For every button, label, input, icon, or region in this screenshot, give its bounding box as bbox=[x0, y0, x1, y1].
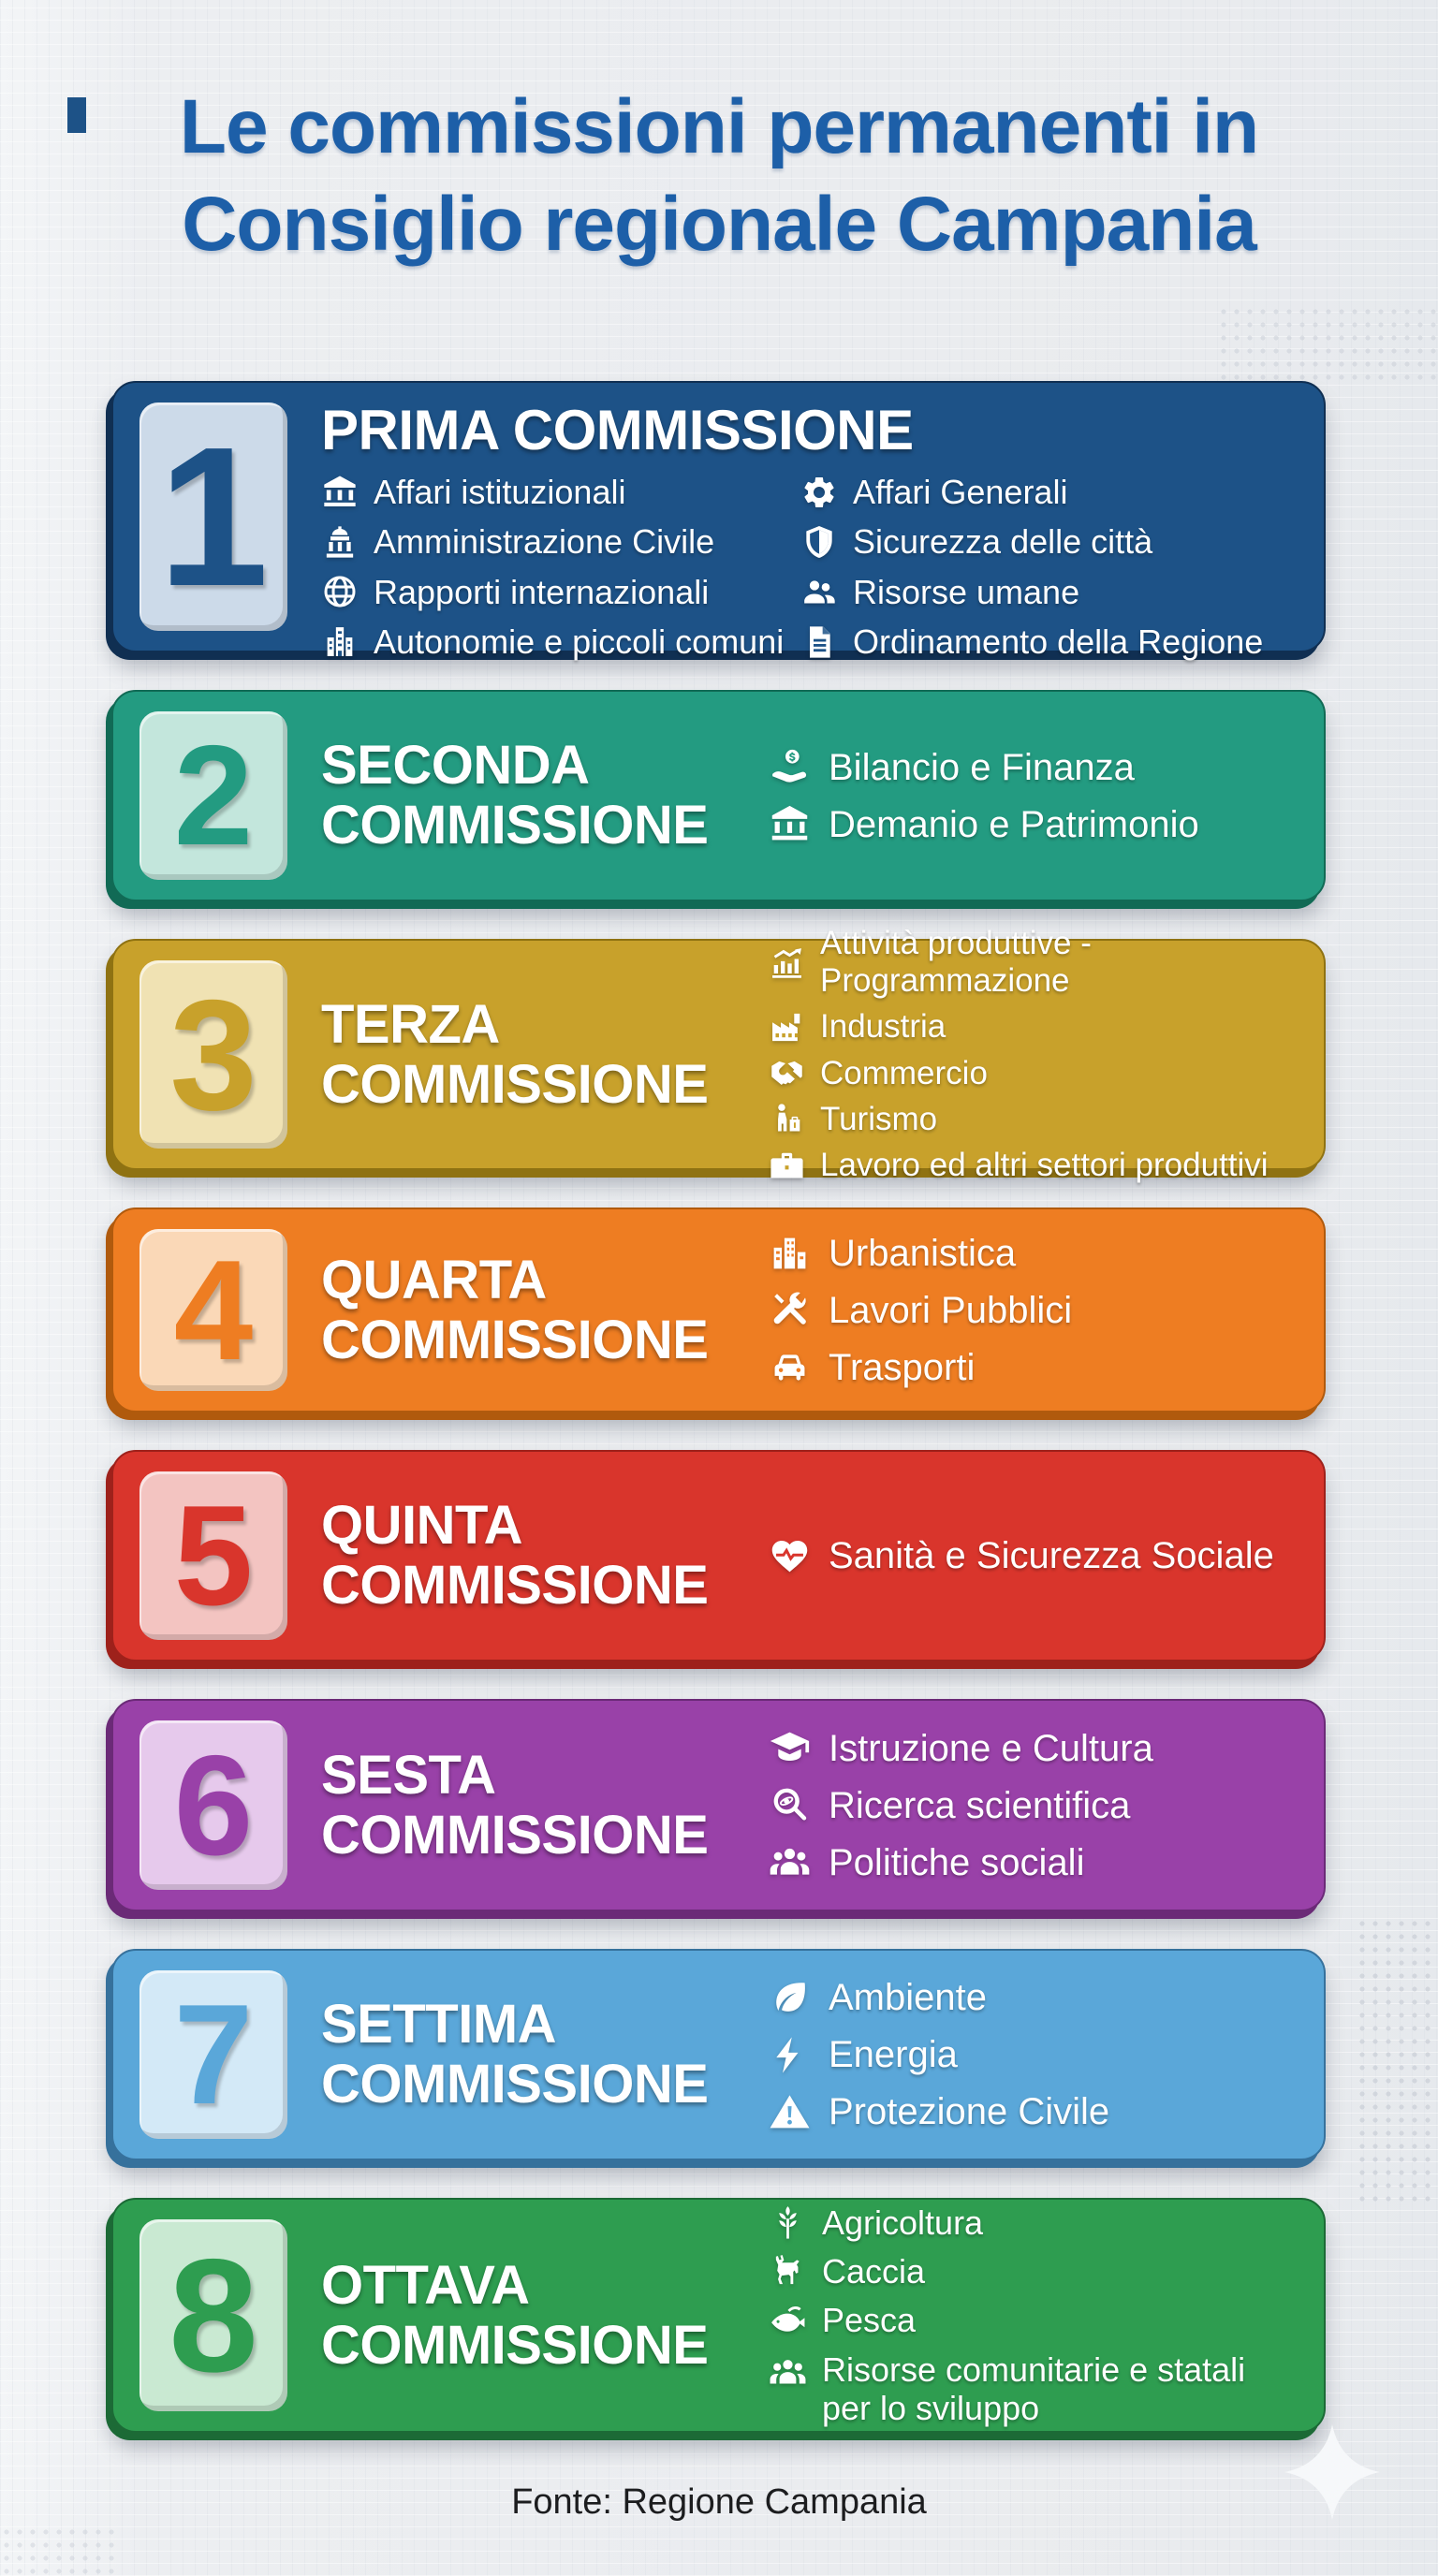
topic-label: Agricoltura bbox=[822, 2203, 984, 2242]
topic-label: Bilancio e Finanza bbox=[829, 746, 1135, 788]
shield-icon bbox=[800, 523, 838, 561]
commission-topic bbox=[800, 473, 1263, 511]
chart-growth-icon bbox=[769, 944, 805, 981]
source-note: Fonte: Regione Campania bbox=[511, 2482, 927, 2522]
topic-label: Lavori Pubblici bbox=[829, 1289, 1073, 1331]
topic-label: Rapporti internazionali bbox=[374, 572, 710, 611]
commission-topic bbox=[769, 1055, 1299, 1092]
topic-label: Industria bbox=[820, 1008, 946, 1046]
topic-label: Turismo bbox=[820, 1100, 938, 1137]
commission-topic bbox=[800, 522, 1263, 561]
card-number: 1 bbox=[158, 405, 269, 627]
card-number: 3 bbox=[169, 966, 257, 1143]
card-number-badge bbox=[139, 960, 287, 1149]
commission-card-6 bbox=[111, 1699, 1326, 1911]
topic-label: Ambiente bbox=[829, 1977, 987, 2018]
card-title: SESTA COMMISSIONE bbox=[321, 1744, 709, 1866]
commission-topic bbox=[769, 2033, 1109, 2076]
card-number: 2 bbox=[173, 716, 254, 875]
people-group-icon bbox=[769, 1841, 811, 1883]
commission-topic bbox=[769, 1534, 1274, 1577]
commission-topic bbox=[769, 2301, 1293, 2339]
topic-label: Sicurezza delle città bbox=[853, 522, 1153, 562]
topic-label: Demanio e Patrimonio bbox=[829, 803, 1199, 845]
sparkle-icon bbox=[1284, 2424, 1380, 2520]
factory-icon bbox=[769, 1009, 805, 1046]
commission-topic bbox=[321, 473, 800, 511]
commission-topic bbox=[769, 1232, 1072, 1275]
research-lens-icon bbox=[769, 1784, 811, 1826]
hand-coin-icon bbox=[769, 746, 811, 788]
card-title: SETTIMA COMMISSIONE bbox=[321, 1994, 709, 2115]
commission-card-3 bbox=[111, 924, 1326, 1183]
commission-topic bbox=[769, 1346, 1072, 1389]
people-group-icon bbox=[769, 2353, 807, 2392]
card-number-badge bbox=[139, 711, 287, 880]
corner-mark bbox=[67, 97, 86, 133]
card-number-badge bbox=[139, 2219, 287, 2411]
topic-label: Ricerca scientifica bbox=[829, 1784, 1131, 1826]
commission-topic bbox=[769, 1101, 1299, 1138]
commission-topic bbox=[769, 1841, 1153, 1884]
card-number-badge bbox=[139, 402, 287, 631]
commission-topic bbox=[321, 573, 800, 611]
topic-label: Lavoro ed altri settori produttivi bbox=[820, 1147, 1269, 1183]
deer-icon bbox=[769, 2252, 807, 2291]
topic-label: Energia bbox=[829, 2034, 958, 2075]
commission-topic bbox=[769, 1008, 1299, 1046]
commission-topic bbox=[769, 2252, 1293, 2291]
topic-label: Urbanistica bbox=[829, 1232, 1017, 1274]
commission-card-4 bbox=[111, 1208, 1326, 1412]
briefcase-icon bbox=[769, 1148, 805, 1184]
commission-topic bbox=[769, 803, 1199, 846]
card-number: 5 bbox=[173, 1476, 254, 1635]
card-number: 6 bbox=[173, 1725, 254, 1885]
page-title-line2: Consiglio regionale Campania bbox=[182, 182, 1256, 268]
lightning-bolt-icon bbox=[769, 2034, 811, 2076]
leaf-icon bbox=[769, 1977, 811, 2019]
document-icon bbox=[800, 623, 838, 661]
page-title bbox=[37, 79, 1401, 273]
commission-card-7 bbox=[111, 1949, 1326, 2160]
card-title: QUARTA COMMISSIONE bbox=[321, 1249, 709, 1370]
halftone-pattern bbox=[1217, 305, 1438, 384]
commission-topic bbox=[769, 1289, 1072, 1332]
card-number-badge bbox=[139, 1970, 287, 2139]
card-title: SECONDA COMMISSIONE bbox=[321, 735, 709, 856]
halftone-pattern bbox=[0, 2525, 122, 2576]
commission-topic bbox=[800, 573, 1263, 611]
topic-label: Risorse umane bbox=[853, 572, 1080, 611]
handshake-icon bbox=[769, 1055, 805, 1091]
users-icon bbox=[800, 573, 838, 610]
graduation-cap-icon bbox=[769, 1727, 811, 1769]
card-number-badge bbox=[139, 1229, 287, 1391]
card-number: 8 bbox=[169, 2225, 258, 2406]
commission-topic bbox=[769, 1147, 1299, 1184]
heart-pulse-icon bbox=[769, 1535, 811, 1577]
topic-label: Sanità e Sicurezza Sociale bbox=[829, 1535, 1274, 1576]
commission-topic bbox=[769, 2350, 1293, 2428]
topic-label: Affari istituzionali bbox=[374, 473, 626, 511]
card-title: PRIMA COMMISSIONE bbox=[321, 399, 914, 461]
topic-label: Affari Generali bbox=[853, 473, 1068, 511]
topic-label: Istruzione e Cultura bbox=[829, 1727, 1153, 1769]
landmark-icon bbox=[769, 803, 811, 845]
commission-topic bbox=[321, 622, 800, 661]
commission-card-2 bbox=[111, 690, 1326, 901]
card-title: OTTAVA COMMISSIONE bbox=[321, 2254, 709, 2376]
car-icon bbox=[769, 1346, 811, 1388]
topic-label: Risorse comunitarie e statali per lo sviluppo bbox=[822, 2349, 1246, 2428]
gear-icon bbox=[800, 474, 838, 511]
warning-triangle-icon bbox=[769, 2091, 811, 2133]
commission-cards bbox=[111, 381, 1326, 2470]
government-building-icon bbox=[321, 523, 359, 561]
topic-label: Trasporti bbox=[829, 1346, 976, 1388]
commission-topic bbox=[769, 746, 1199, 789]
commission-card-1 bbox=[111, 381, 1326, 662]
topic-label: Attività produttive - Programmazione bbox=[820, 924, 1092, 999]
commission-topic bbox=[769, 1784, 1153, 1827]
card-number-badge bbox=[139, 1471, 287, 1640]
commission-card-8 bbox=[111, 2198, 1326, 2433]
topic-label: Caccia bbox=[822, 2251, 926, 2291]
topic-label: Commercio bbox=[820, 1054, 988, 1091]
topic-label: Pesca bbox=[822, 2301, 917, 2340]
commission-topic bbox=[769, 925, 1299, 1001]
commission-topic bbox=[800, 622, 1263, 661]
commission-topic bbox=[769, 1727, 1153, 1770]
topic-label: Amministrazione Civile bbox=[374, 522, 715, 562]
topic-label: Autonomie e piccoli comuni bbox=[374, 622, 785, 662]
landmark-icon bbox=[321, 474, 359, 511]
card-number-badge bbox=[139, 1720, 287, 1890]
commission-topic bbox=[769, 1976, 1109, 2019]
commission-topic bbox=[769, 2090, 1109, 2133]
page-title-line1: Le commissioni permanenti in bbox=[179, 84, 1259, 169]
fish-icon bbox=[769, 2301, 807, 2339]
commission-topic bbox=[769, 2203, 1293, 2242]
wheat-icon bbox=[769, 2203, 807, 2242]
topic-label: Protezione Civile bbox=[829, 2091, 1110, 2132]
card-title: QUINTA COMMISSIONE bbox=[321, 1495, 709, 1616]
topic-label: Politiche sociali bbox=[829, 1841, 1085, 1883]
commission-card-5 bbox=[111, 1450, 1326, 1661]
card-number: 7 bbox=[173, 1975, 254, 2134]
city-buildings-icon bbox=[769, 1232, 811, 1274]
card-title: TERZA COMMISSIONE bbox=[321, 993, 709, 1115]
card-number: 4 bbox=[173, 1230, 254, 1390]
crossed-tools-icon bbox=[769, 1289, 811, 1331]
commission-topic bbox=[321, 522, 800, 561]
halftone-pattern bbox=[1356, 1917, 1438, 2207]
town-buildings-icon bbox=[321, 623, 359, 661]
topic-label: Ordinamento della Regione bbox=[853, 622, 1264, 662]
tourist-luggage-icon bbox=[769, 1101, 805, 1137]
globe-icon bbox=[321, 573, 359, 610]
